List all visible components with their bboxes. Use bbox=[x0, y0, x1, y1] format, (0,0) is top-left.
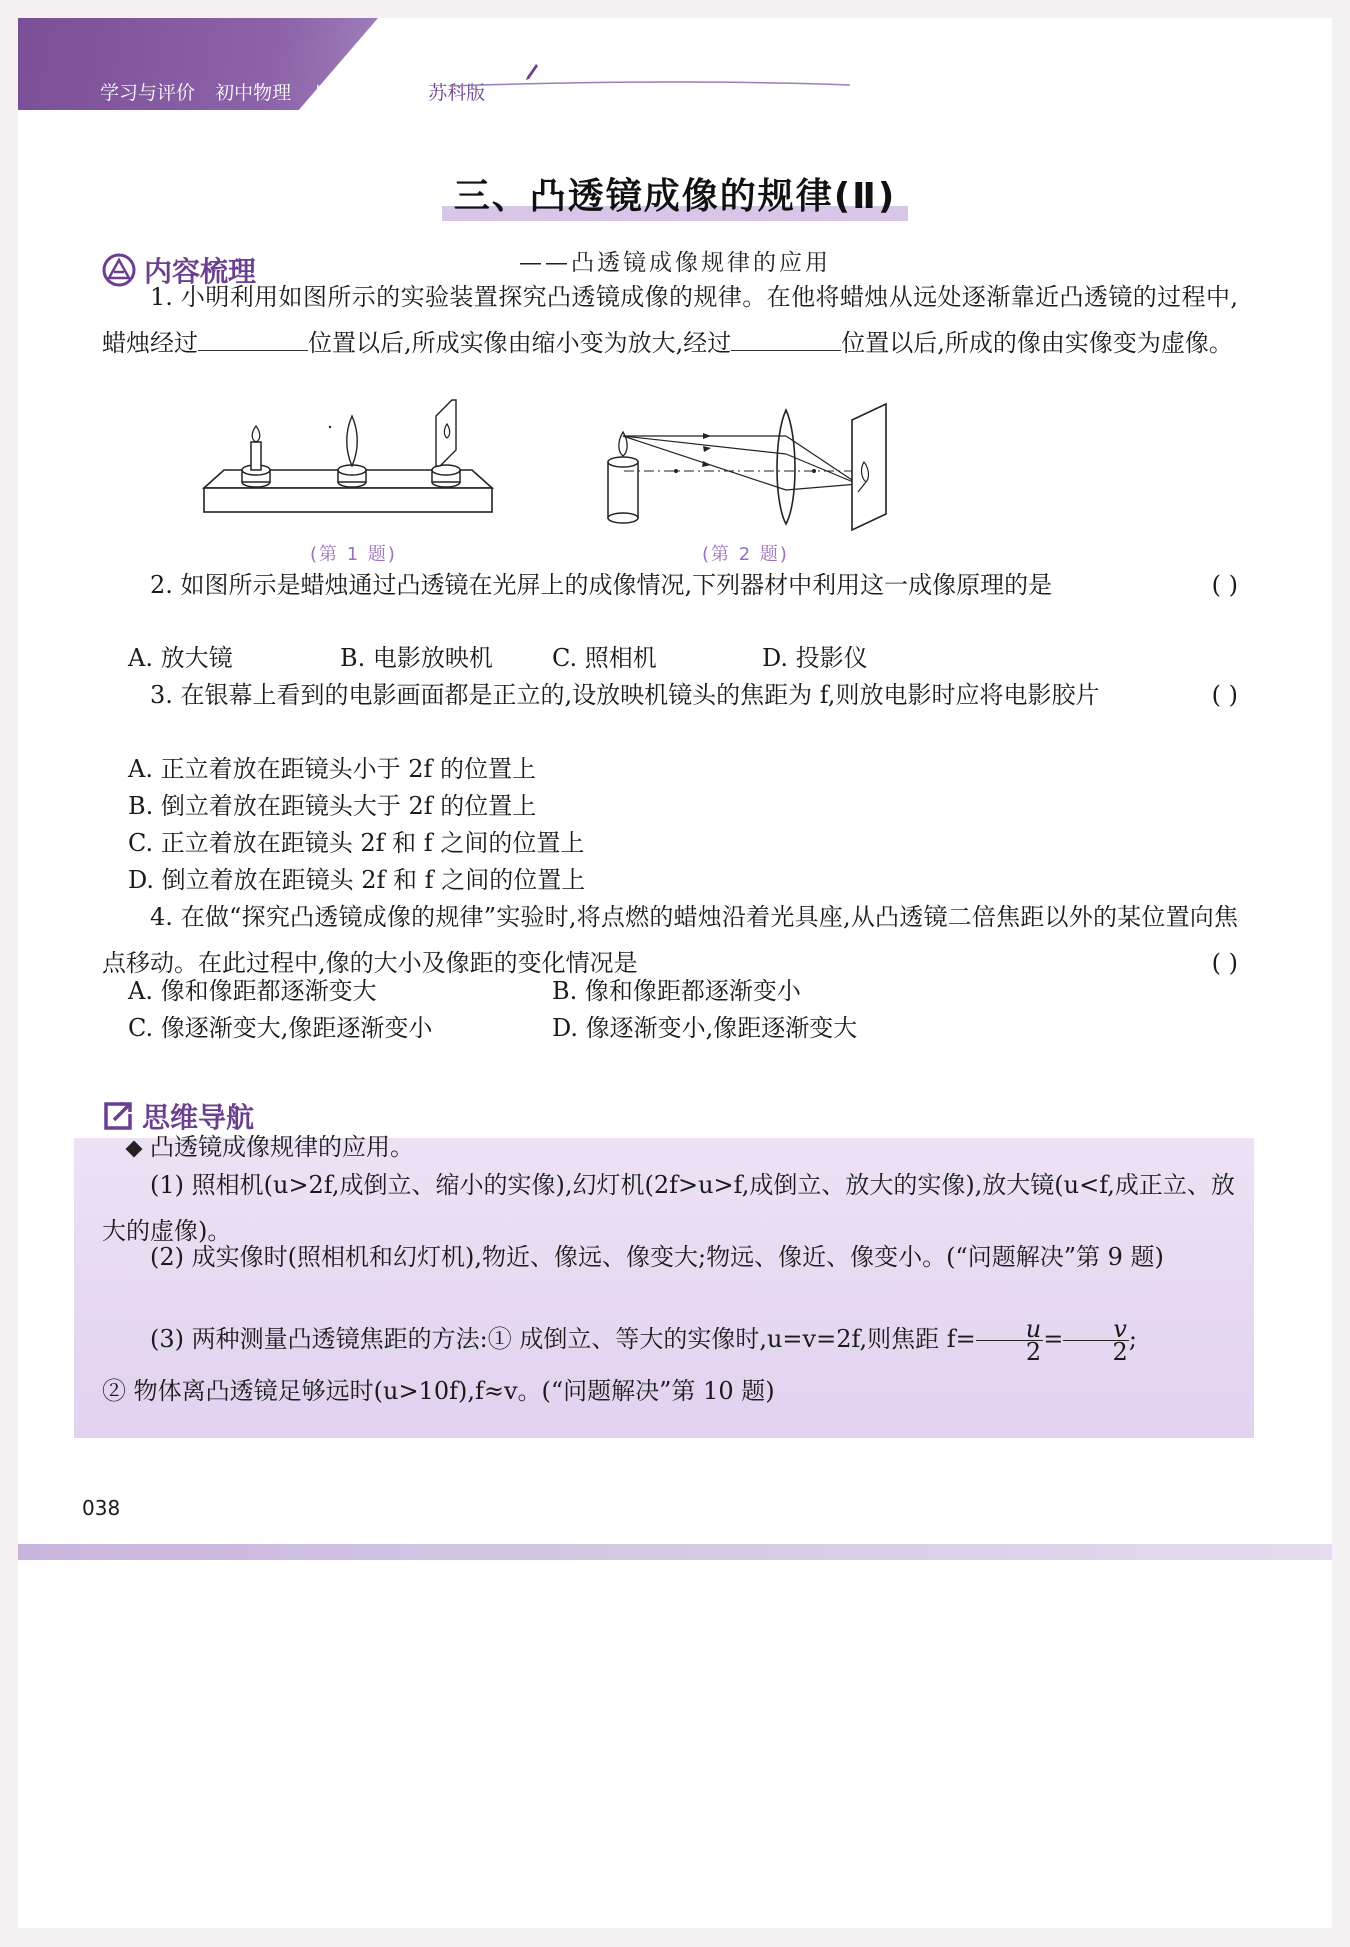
section-label-guide: 思维导航 bbox=[142, 1101, 255, 1134]
header-swoosh-line bbox=[450, 80, 850, 88]
q1-blank-2[interactable] bbox=[731, 324, 841, 351]
pencil-icon bbox=[524, 62, 540, 82]
section-label-content: 内容梳理 bbox=[144, 255, 257, 288]
figure-2-caption: (第 2 题) bbox=[702, 544, 789, 565]
header-book: 学习与评价 bbox=[100, 82, 196, 104]
q2-option-a[interactable]: A. 放大镜 bbox=[128, 644, 233, 672]
q1-text-part3: 位置以后,所成的像由实像变为虚像。 bbox=[841, 329, 1233, 357]
guide-point-3 bbox=[102, 1315, 1238, 1366]
q1-text-part1: 1. 小明利用如图所示的实验装置探究凸透镜成像的规律。在他将蜡烛从远处逐渐靠近凸透镜的过程中,蜡烛经过 bbox=[102, 283, 1238, 357]
page-subtitle: ——凸透镜成像规律的应用 bbox=[519, 250, 831, 276]
q3-option-d[interactable]: D. 倒立着放在距镜头 2f 和 f 之间的位置上 bbox=[128, 866, 586, 894]
q4-stem: 4. 在做“探究凸透镜成像的规律”实验时,将点燃的蜡烛沿着光具座,从凸透镜二倍焦距以外的某位置向焦点移动。在此过程中,像的大小及像距的变化情况是 bbox=[102, 903, 1238, 977]
q2-stem: 2. 如图所示是蜡烛通过凸透镜在光屏上的成像情况,下列器材中利用这一成像原理的是 bbox=[150, 571, 1053, 599]
q2-option-d[interactable]: D. 投影仪 bbox=[762, 644, 868, 672]
fraction-v-over-2: $\frac{v}{2}$ bbox=[1063, 1318, 1129, 1363]
q4-option-d[interactable]: D. 像逐渐变小,像距逐渐变大 bbox=[552, 1014, 858, 1042]
q2-option-c[interactable]: C. 照相机 bbox=[552, 644, 657, 672]
q4-option-b[interactable]: B. 像和像距都逐渐变小 bbox=[552, 977, 801, 1005]
guide-point-4: ② 物体离凸透镜足够远时(u>10f),f≈v。(“问题解决”第 10 题) bbox=[102, 1377, 775, 1405]
guide-point-3-end: ; bbox=[1128, 1325, 1137, 1353]
footer-band bbox=[18, 1544, 1332, 1560]
page-number: 038 bbox=[82, 1496, 121, 1520]
q2-answer-paren[interactable]: ( ) bbox=[1211, 571, 1238, 599]
guide-point-3-text: (3) 两种测量凸透镜焦距的方法:① 成倒立、等大的实像时,u=v=2f,则焦距 f= bbox=[150, 1325, 976, 1353]
header-subject: 初中物理 bbox=[215, 82, 292, 104]
guide-heading: 凸透镜成像规律的应用。 bbox=[128, 1124, 1264, 1170]
figure-1-optical-bench bbox=[200, 396, 500, 531]
q3-option-c[interactable]: C. 正立着放在距镜头 2f 和 f 之间的位置上 bbox=[128, 829, 585, 857]
q4-option-a[interactable]: A. 像和像距都逐渐变大 bbox=[128, 977, 377, 1005]
figure-1-caption: (第 1 题) bbox=[310, 544, 397, 565]
q1-blank-1[interactable] bbox=[198, 324, 308, 351]
q4-option-c[interactable]: C. 像逐渐变大,像距逐渐变小 bbox=[128, 1014, 433, 1042]
q2-option-b[interactable]: B. 电影放映机 bbox=[340, 644, 493, 672]
header-breadcrumb bbox=[100, 78, 499, 105]
question-3 bbox=[102, 672, 1238, 718]
page bbox=[18, 18, 1332, 1928]
header-edition: 苏科版 bbox=[428, 82, 486, 104]
fraction-u-over-2: $\frac{u}{2}$ bbox=[976, 1318, 1043, 1363]
q4-answer-paren[interactable]: ( ) bbox=[1211, 949, 1238, 977]
equals-sign: = bbox=[1043, 1325, 1064, 1353]
question-2 bbox=[102, 562, 1238, 608]
header-grade: 八年级上册 bbox=[311, 82, 407, 104]
q1-text-part2: 位置以后,所成实像由缩小变为放大,经过 bbox=[308, 329, 732, 357]
figure-2-ray-diagram bbox=[596, 396, 906, 536]
diamond-bullet-icon bbox=[126, 1140, 143, 1157]
guide-point-2: (2) 成实像时(照相机和幻灯机),物近、像远、像变大;物远、像近、像变小。(“问题解决”第 9 题) bbox=[150, 1243, 1164, 1271]
q3-option-b[interactable]: B. 倒立着放在距镜头大于 2f 的位置上 bbox=[128, 792, 537, 820]
q3-stem: 3. 在银幕上看到的电影画面都是正立的,设放映机镜头的焦距为 f,则放电影时应将电影胶片 bbox=[150, 681, 1100, 709]
guide-point-1: (1) 照相机(u>2f,成倒立、缩小的实像),幻灯机(2f>u>f,成倒立、放大的实像),放大镜(u<f,成正立、放大的虚像)。 bbox=[102, 1171, 1235, 1245]
q3-answer-paren[interactable]: ( ) bbox=[1211, 681, 1238, 709]
q3-option-a[interactable]: A. 正立着放在距镜头小于 2f 的位置上 bbox=[128, 755, 536, 783]
question-1 bbox=[102, 274, 1238, 366]
page-title: 三、凸透镜成像的规律(Ⅱ) bbox=[442, 168, 909, 221]
